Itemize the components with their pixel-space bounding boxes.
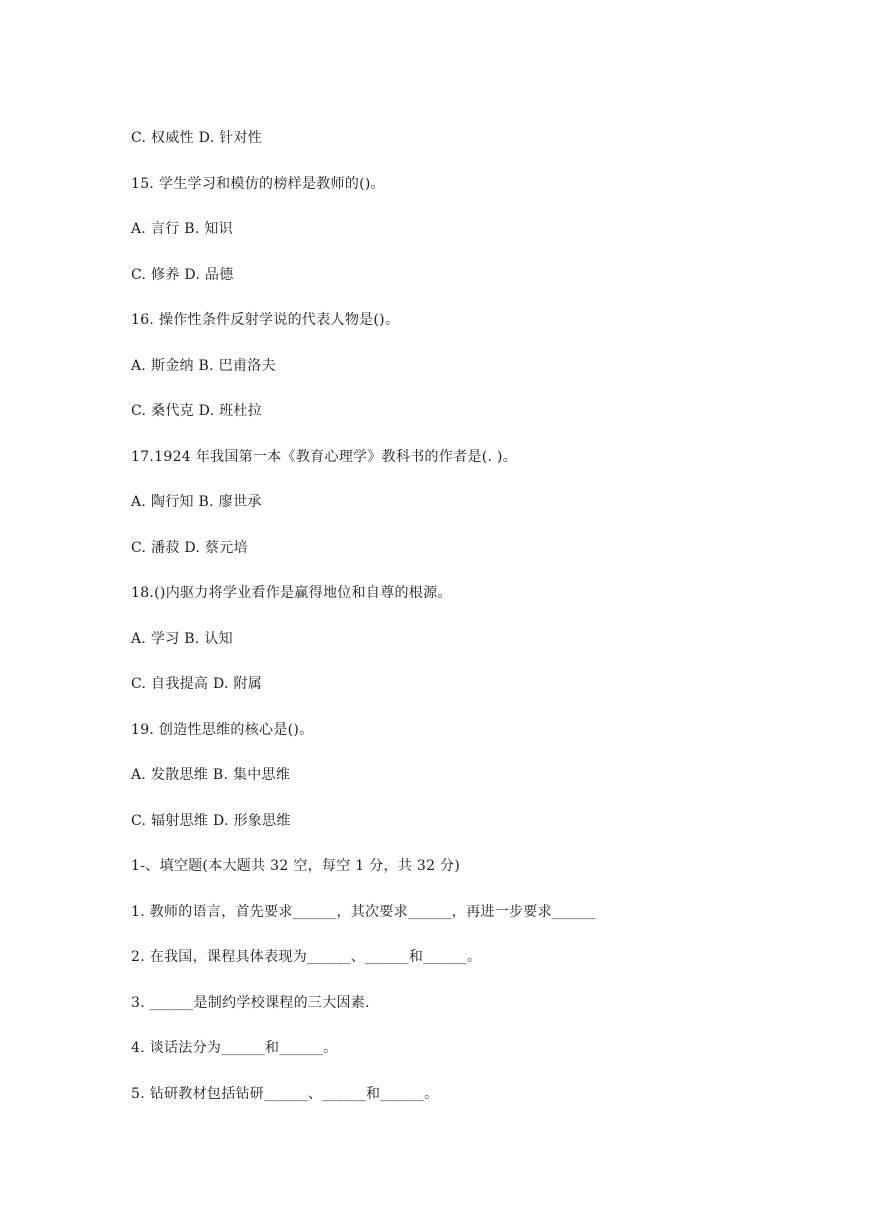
option-line-19-cd: C. 辐射思维 D. 形象思维 [131, 813, 291, 829]
fill-question-4: 4. 谈话法分为______和______。 [131, 1040, 338, 1056]
question-19: 19. 创造性思维的核心是()。 [131, 722, 314, 738]
option-line-17-cd: C. 潘菽 D. 蔡元培 [131, 540, 248, 556]
option-line-17-ab: A. 陶行知 B. 廖世承 [131, 494, 262, 510]
question-16: 16. 操作性条件反射学说的代表人物是()。 [131, 312, 400, 328]
fill-question-2: 2. 在我国，课程具体表现为______、______和______。 [131, 949, 482, 965]
fill-question-1: 1. 教师的语言，首先要求______，其次要求______，再进一步要求______ [131, 904, 596, 920]
option-line-16-cd: C. 桑代克 D. 班杜拉 [131, 403, 263, 419]
fill-question-3: 3. ______是制约学校课程的三大因素. [131, 995, 370, 1011]
option-line-15-cd: C. 修养 D. 品德 [131, 267, 234, 283]
section-heading-fill-in: 1-、填空题(本大题共 32 空，每空 1 分，共 32 分) [131, 858, 461, 874]
option-line-15-ab: A. 言行 B. 知识 [131, 221, 233, 237]
option-line-16-ab: A. 斯金纳 B. 巴甫洛夫 [131, 358, 276, 374]
question-18: 18.()内驱力将学业看作是赢得地位和自尊的根源。 [131, 585, 452, 601]
option-line-18-cd: C. 自我提高 D. 附属 [131, 676, 263, 692]
option-line-18-ab: A. 学习 B. 认知 [131, 631, 233, 647]
option-line-14-cd: C. 权威性 D. 针对性 [131, 130, 263, 146]
question-17: 17.1924 年我国第一本《教育心理学》教科书的作者是(. )。 [131, 449, 518, 465]
question-15: 15. 学生学习和模仿的榜样是教师的()。 [131, 176, 385, 192]
fill-question-5: 5. 钻研教材包括钻研______、______和______。 [131, 1086, 439, 1102]
option-line-19-ab: A. 发散思维 B. 集中思维 [131, 767, 291, 783]
